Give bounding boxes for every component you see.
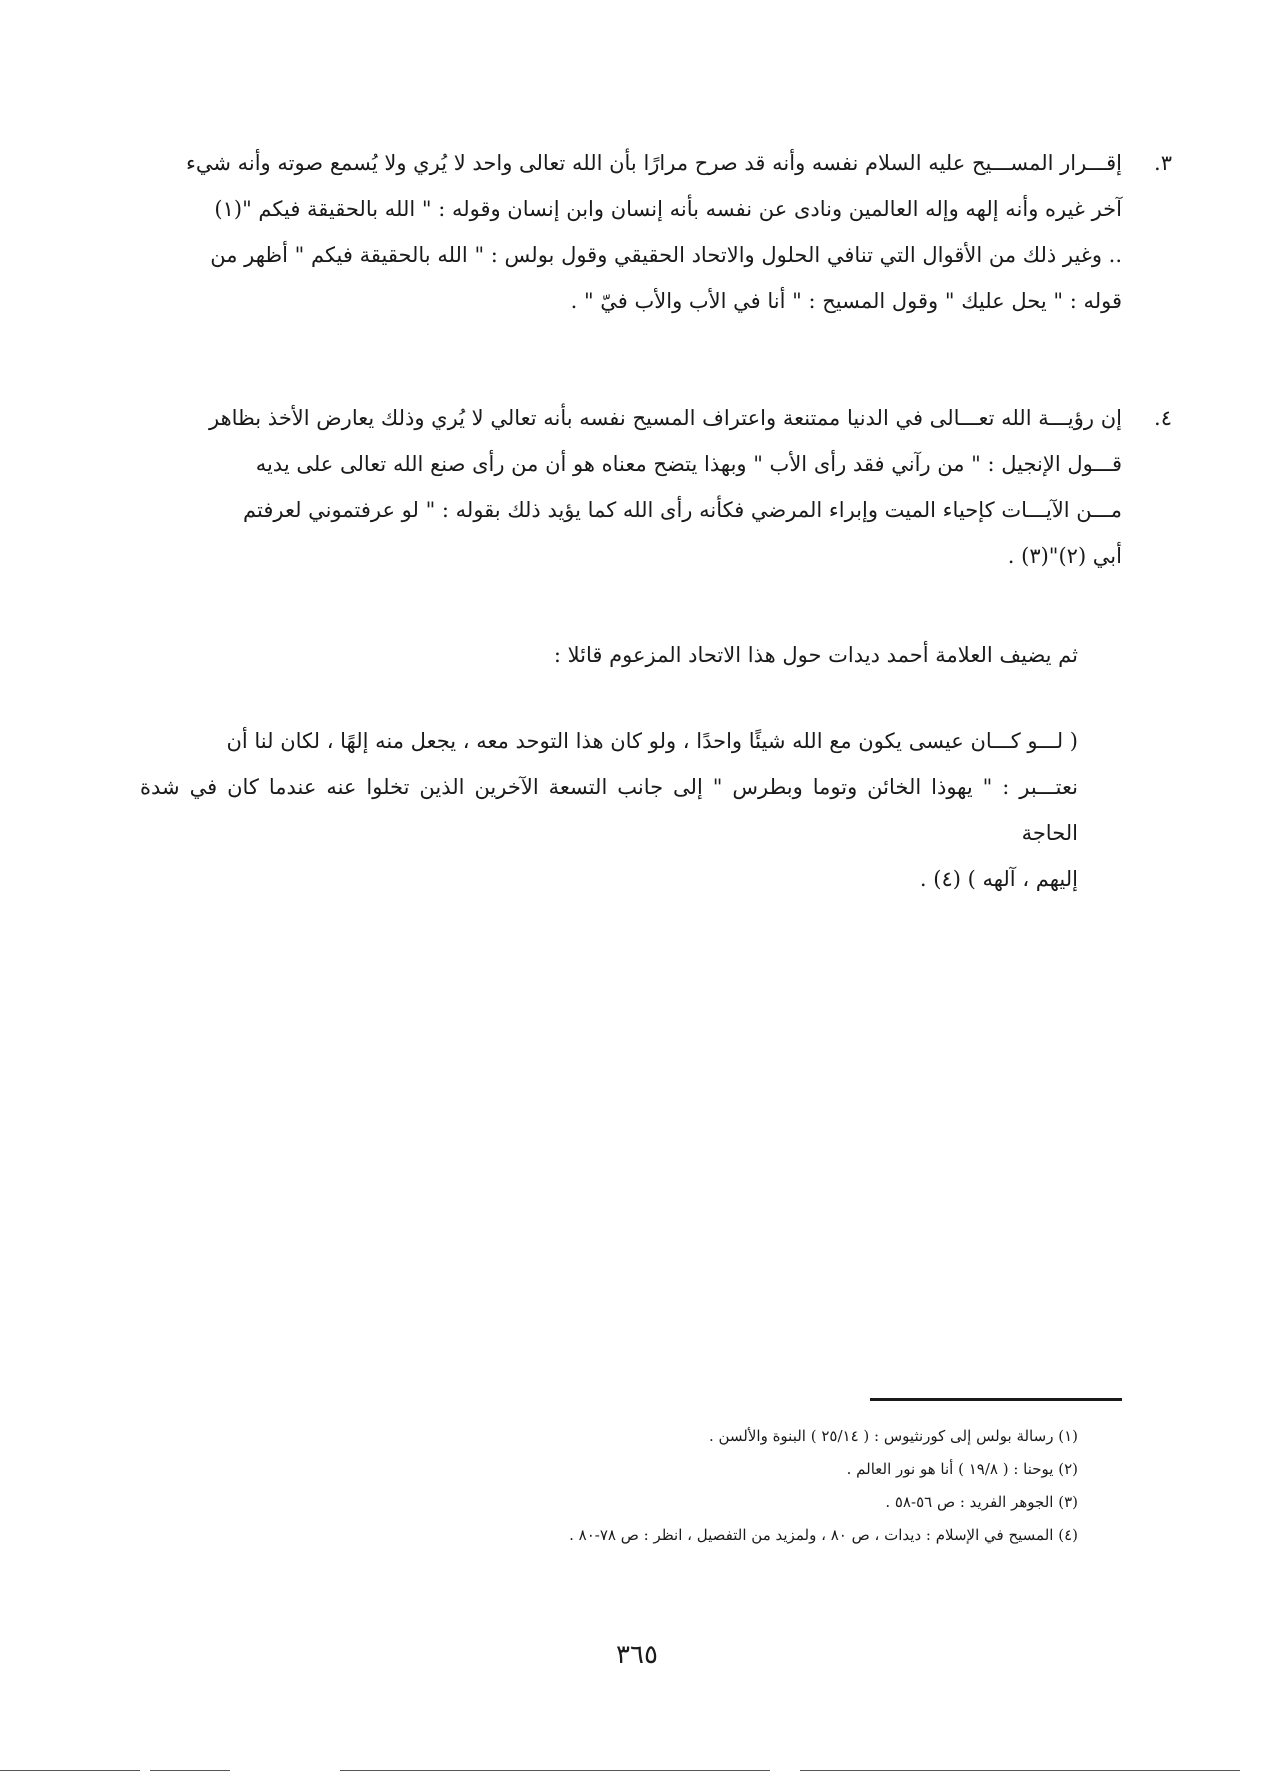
item-line: مـــن الآيـــات كإحياء الميت وإبراء المرضي فكأنه رأى الله كما يؤيد ذلك بقوله : " لو عرفتموني لعرفتم xyxy=(243,498,1122,522)
list-item-4 xyxy=(140,395,1172,579)
list-item-3 xyxy=(140,140,1172,324)
item-number: ٤. xyxy=(1154,406,1172,430)
quote-line: إليهم ، آلهه ) (٤) . xyxy=(919,867,1078,891)
footnotes xyxy=(378,1420,1078,1552)
item-line: أبي (٢)"(٣) . xyxy=(1007,544,1122,568)
footnote: (٤) المسيح في الإسلام : ديدات ، ص ٨٠ ، ولمزيد من التفصيل ، انظر : ص ٧٨-٨٠ . xyxy=(569,1526,1078,1544)
item-line: قـــول الإنجيل : " من رآني فقد رأى الأب " وبهذا يتضح معناه هو أن من رأى صنع الله تعالى على يديه xyxy=(255,452,1122,476)
item-line: آخر غيره وأنه إلهه وإله العالمين ونادى عن نفسه بأنه إنسان وابن إنسان وقوله : " الله بالحقيقة فيكم "(١) xyxy=(214,197,1122,221)
footnote: (١) رسالة بولس إلى كورنثيوس : ( ٢٥/١٤ ) البنوة والألسن . xyxy=(708,1427,1078,1445)
item-line: .. وغير ذلك من الأقوال التي تنافي الحلول والاتحاد الحقيقي وقول بولس : " الله بالحقيقة فيكم " أظهر من xyxy=(210,243,1122,267)
footnote: (٢) يوحنا : ( ١٩/٨ ) أنا هو نور العالم . xyxy=(846,1460,1078,1478)
footnote-separator xyxy=(870,1398,1122,1401)
scan-artifact-line xyxy=(340,1770,770,1771)
item-line: إقـــرار المســـيح عليه السلام نفسه وأنه قد صرح مرارًا بأن الله تعالى واحد لا يُري ولا يُسمع صوته وأنه شيء xyxy=(185,151,1122,175)
item-number: ٣. xyxy=(1154,151,1172,175)
page-number: ٣٦٥ xyxy=(616,1640,658,1670)
scan-artifact-line xyxy=(150,1770,230,1771)
intro-paragraph: ثم يضيف العلامة أحمد ديدات حول هذا الاتحاد المزعوم قائلا : xyxy=(553,643,1078,667)
item-line: قوله : " يحل عليك " وقول المسيح : " أنا في الأب والأب فيّ " . xyxy=(570,289,1122,313)
quote-line: نعتـــبر : " يهوذا الخائن وتوما وبطرس " إلى جانب التسعة الآخرين الذين تخلوا عنه عندما كان في شدة الحاجة xyxy=(140,775,1078,845)
scan-artifact-line xyxy=(0,1770,140,1771)
item-line: إن رؤيـــة الله تعـــالى في الدنيا ممتنعة واعتراف المسيح نفسه بأنه تعالي لا يُري وذلك يعارض الأخذ بظاهر xyxy=(209,406,1122,430)
scan-artifact-line xyxy=(800,1770,1240,1771)
quote-line: ( لـــو كـــان عيسى يكون مع الله شيئًا واحدًا ، ولو كان هذا التوحد معه ، يجعل منه إلهًا ، لكان لنا أن xyxy=(226,729,1078,753)
quote-paragraph xyxy=(140,718,1078,902)
footnote: (٣) الجوهر الفريد : ص ٥٦-٥٨ . xyxy=(885,1493,1078,1511)
